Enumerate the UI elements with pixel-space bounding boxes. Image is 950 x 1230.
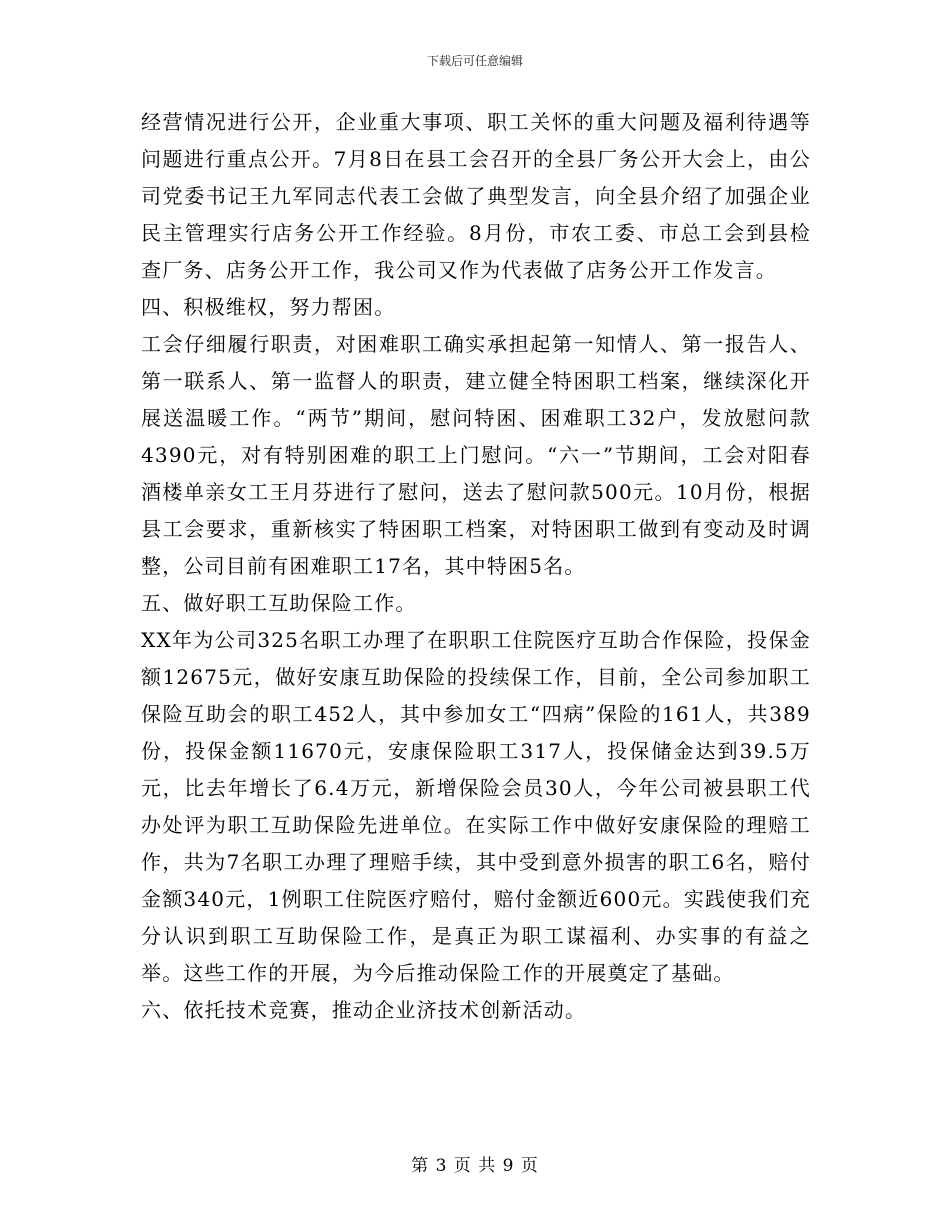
paragraph-hardship-aid: 工会仔细履行职责，对困难职工确实承担起第一知情人、第一报告人、第一联系人、第一监督人的职责，建立健全特困职工档案，继续深化开展送温暖工作。“两节”期间，慰问特困、困难职工32户，发放慰问款4390元，对有特别困难的职工上门慰问。“六一”节期间，工会对阳春酒楼单亲女工王月芬进行了慰问，送去了慰问款500元。10月份，根据县工会要求，重新核实了特困职工档案，对特困职工做到有变动及时调整，公司目前有困难职工17名，其中特困5名。 [141, 332, 811, 578]
page-number-footer: 第 3 页 共 9 页 [411, 1156, 539, 1176]
document-body [141, 104, 811, 1029]
page-header-note: 下载后可任意编辑 [426, 54, 523, 68]
paragraph-mutual-insurance: XX年为公司325名职工办理了在职职工住院医疗互助合作保险，投保金额12675元，做好安康互助保险的投续保工作，目前，全公司参加职工保险互助会的职工452人，其中参加女工“四病”保险的161人，共389份，投保金额11670元，安康保险职工317人，投保储金达到39.5万元，比去年增长了6.4万元，新增保险会员30人，今年公司被县职工代办处评为职工互助保险先进单位。在实际工作中做好安康保险的理赔工作，共为7名职工办理了理赔手续，其中受到意外损害的职工6名，赔付金额340元，1例职工住院医疗赔付，赔付金额近600元。实践使我们充分认识到职工互助保险工作，是真正为职工谋福利、办实事的有益之举。这些工作的开展，为今后推动保险工作的开展奠定了基础。 [141, 628, 811, 985]
section-heading-6: 六、依托技术竞赛，推动企业济技术创新活动。 [141, 998, 587, 1022]
section-heading-5: 五、做好职工互助保险工作。 [141, 591, 417, 615]
paragraph-disclosure-continued: 经营情况进行公开，企业重大事项、职工关怀的重大问题及福利待遇等问题进行重点公开。7月8日在县工会召开的全县厂务公开大会上，由公司党委书记王九军同志代表工会做了典型发言，向全县介绍了加强企业民主管理实行店务公开工作经验。8月份，市农工委、市总工会到县检查厂务、店务公开工作，我公司又作为代表做了店务公开工作发言。 [141, 110, 811, 282]
section-heading-4: 四、积极维权，努力帮困。 [141, 295, 396, 319]
